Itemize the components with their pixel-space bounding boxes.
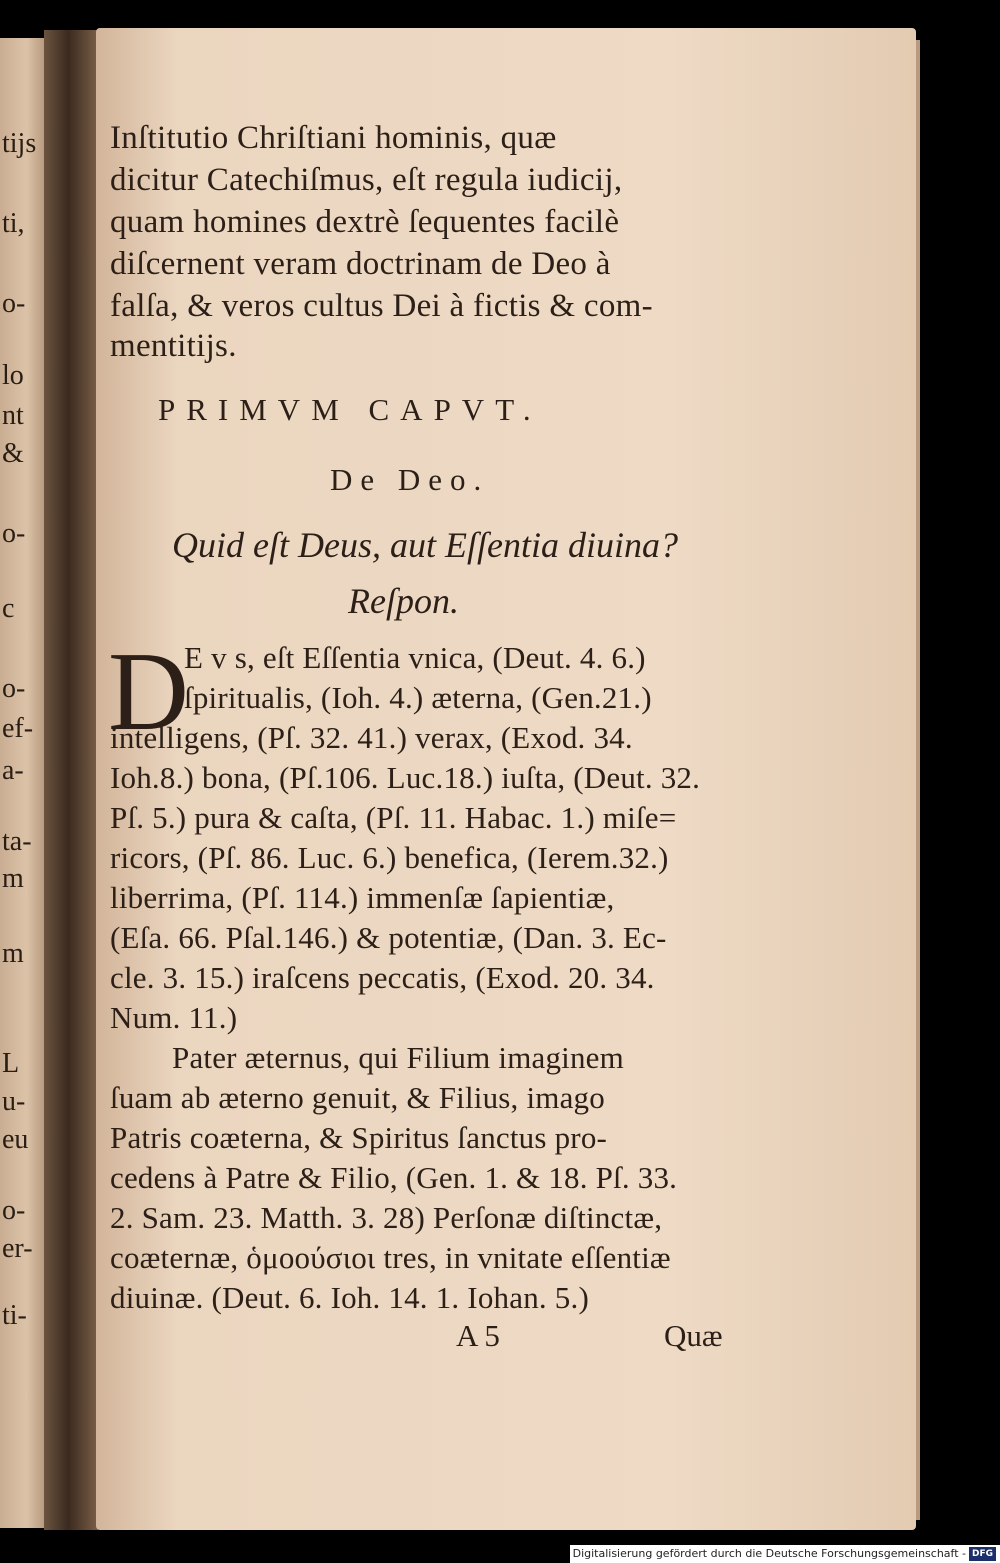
body-line: intelligens, (Pſ. 32. 41.) verax, (Exod. 34. bbox=[110, 720, 633, 755]
left-fragment: ta- bbox=[2, 826, 32, 857]
left-fragment: ef- bbox=[2, 713, 34, 744]
left-fragment: ti, bbox=[2, 208, 25, 239]
drop-cap: D bbox=[108, 630, 189, 754]
signature-mark: A 5 bbox=[456, 1318, 500, 1353]
left-fragment: & bbox=[2, 438, 24, 469]
left-fragment: c bbox=[2, 593, 15, 624]
body-line: Num. 11.) bbox=[110, 1000, 238, 1035]
left-fragment: o- bbox=[2, 673, 26, 704]
left-fragment: m bbox=[2, 938, 24, 969]
left-fragment: er- bbox=[2, 1233, 33, 1264]
chapter-heading: PRIMVM CAPVT. bbox=[158, 392, 542, 427]
intro-line: dicitur Catechiſmus, eſt regula iudicij, bbox=[110, 162, 623, 198]
catchword: Quæ bbox=[664, 1318, 723, 1353]
left-fragment: lo bbox=[2, 360, 24, 391]
left-fragment: nt bbox=[2, 400, 24, 431]
body-line: coæternæ, ὁμοούσιοι tres, in vnitate eſſentiæ bbox=[110, 1240, 671, 1275]
intro-line: Inſtitutio Chriſtiani hominis, quæ bbox=[110, 120, 557, 156]
intro-line: quam homines dextrè ſequentes facilè bbox=[110, 204, 620, 240]
body-line: (Eſa. 66. Pſal.146.) & potentiæ, (Dan. 3. Ec- bbox=[110, 920, 667, 955]
intro-line: diſcernent veram doctrinam de Deo à bbox=[110, 246, 611, 282]
left-fragment: ti- bbox=[2, 1300, 27, 1331]
left-page-edge bbox=[0, 38, 44, 1528]
left-fragment: u- bbox=[2, 1086, 26, 1117]
left-fragment: o- bbox=[2, 1195, 26, 1226]
body-line: Ioh.8.) bona, (Pſ.106. Luc.18.) iuſta, (Deut. 32. bbox=[110, 760, 701, 795]
digitization-footer bbox=[570, 1545, 1000, 1563]
left-fragment: m bbox=[2, 863, 24, 894]
footer-text: Digitalisierung gefördert durch die Deutsche Forschungsgemeinschaft - bbox=[572, 1547, 966, 1560]
body-line: ſpiritualis, (Ioh. 4.) æterna, (Gen.21.) bbox=[184, 680, 652, 715]
intro-line: falſa, & veros cultus Dei à fictis & com- bbox=[110, 288, 653, 324]
response-label: Reſpon. bbox=[348, 581, 459, 621]
body-line: cedens à Patre & Filio, (Gen. 1. & 18. Pſ. 33. bbox=[110, 1160, 678, 1195]
left-fragment: o- bbox=[2, 288, 26, 319]
body-line: 2. Sam. 23. Matth. 3. 28) Perſonæ diſtinctæ, bbox=[110, 1200, 663, 1235]
book-gutter bbox=[44, 30, 98, 1530]
body-line: Patris coæterna, & Spiritus ſanctus pro- bbox=[110, 1120, 608, 1155]
left-fragment: L bbox=[2, 1048, 20, 1079]
body-line: Pater æternus, qui Filium imaginem bbox=[172, 1040, 624, 1075]
section-heading: De Deo. bbox=[330, 462, 490, 497]
dfg-logo: DFG bbox=[969, 1547, 996, 1561]
left-fragment: o- bbox=[2, 518, 26, 549]
intro-line: mentitijs. bbox=[110, 328, 237, 364]
left-fragment: eu bbox=[2, 1124, 29, 1155]
question-heading: Quid eſt Deus, aut Eſſentia diuina? bbox=[172, 525, 678, 565]
body-line: Pſ. 5.) pura & caſta, (Pſ. 11. Habac. 1.) miſe= bbox=[110, 800, 677, 835]
body-line: cle. 3. 15.) iraſcens peccatis, (Exod. 20. 34. bbox=[110, 960, 655, 995]
body-line: ſuam ab æterno genuit, & Filius, imago bbox=[110, 1080, 605, 1115]
body-line: liberrima, (Pſ. 114.) immenſæ ſapientiæ, bbox=[110, 880, 615, 915]
body-line: ricors, (Pſ. 86. Luc. 6.) benefica, (Ierem.32.) bbox=[110, 840, 669, 875]
body-line: E v s, eſt Eſſentia vnica, (Deut. 4. 6.) bbox=[184, 640, 646, 675]
page-right-edge bbox=[916, 40, 920, 1520]
left-fragment: a- bbox=[2, 755, 24, 786]
left-fragment: tijs bbox=[2, 128, 37, 159]
body-line: diuinæ. (Deut. 6. Ioh. 14. 1. Iohan. 5.) bbox=[110, 1280, 589, 1315]
